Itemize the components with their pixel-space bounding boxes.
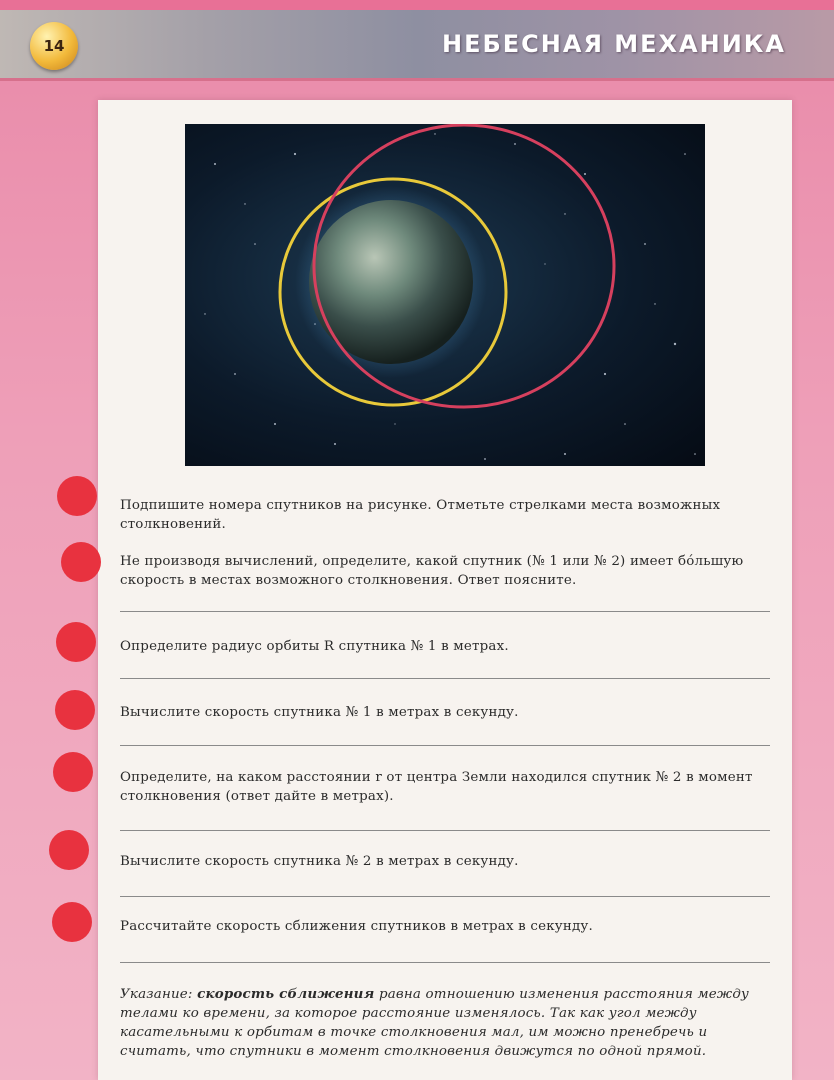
task-1-text: Подпишите номера спутников на рисунке. Отметьте стрелками места возможных столкновений.	[120, 498, 721, 532]
section-title: НЕБЕСНАЯ МЕХАНИКА	[442, 30, 786, 58]
answer-line-6[interactable]	[120, 896, 770, 897]
hint-body: равна отношению изменения расстояния между телами ко времени, за которое расстояние изменялось. Так как угол между касательными к орбитам в точке столкновения мал, им можно пренебречь и считать, что спутники в момент столкновения движутся по одной прямой.	[120, 987, 750, 1059]
task-marker-3	[56, 622, 96, 662]
task-marker-6	[49, 830, 89, 870]
answer-line-4[interactable]	[120, 745, 770, 746]
page-number: 14	[43, 37, 65, 55]
hint-term: скорость сближения	[197, 986, 375, 1002]
task-2	[120, 552, 772, 590]
answer-line-2[interactable]	[120, 611, 770, 612]
page-header	[0, 0, 834, 81]
task-4-text: Вычислите скорость спутника № 1 в метрах в секунду.	[120, 705, 519, 720]
hint-note	[120, 985, 772, 1061]
task-2-text: Не производя вычислений, определите, какой спутник (№ 1 или № 2) имеет бóльшую скорость в местах возможного столкновения. Ответ поясните.	[120, 554, 744, 588]
task-marker-7	[52, 902, 92, 942]
task-3-text: Определите радиус орбиты R спутника № 1 в метрах.	[120, 639, 509, 654]
task-marker-2	[61, 542, 101, 582]
task-3	[120, 637, 772, 656]
task-marker-4	[55, 690, 95, 730]
task-5-text: Определите, на каком расстоянии r от центра Земли находился спутник № 2 в момент столкновения (ответ дайте в метрах).	[120, 770, 753, 804]
task-1	[120, 496, 772, 534]
answer-line-5[interactable]	[120, 830, 770, 831]
task-5	[120, 768, 772, 806]
earth-planet	[309, 200, 473, 364]
task-marker-5	[53, 752, 93, 792]
task-marker-1	[57, 476, 97, 516]
task-6-text: Вычислите скорость спутника № 2 в метрах в секунду.	[120, 854, 519, 869]
task-4	[120, 703, 772, 722]
page-number-badge	[30, 22, 78, 70]
answer-line-3[interactable]	[120, 678, 770, 679]
task-7	[120, 917, 772, 936]
earth-orbits-image	[185, 124, 705, 466]
task-6	[120, 852, 772, 871]
hint-prefix: Указание:	[120, 987, 198, 1002]
earth-orbits-illustration	[185, 124, 705, 466]
answer-line-7[interactable]	[120, 962, 770, 963]
task-7-text: Рассчитайте скорость сближения спутников в метрах в секунду.	[120, 919, 593, 934]
